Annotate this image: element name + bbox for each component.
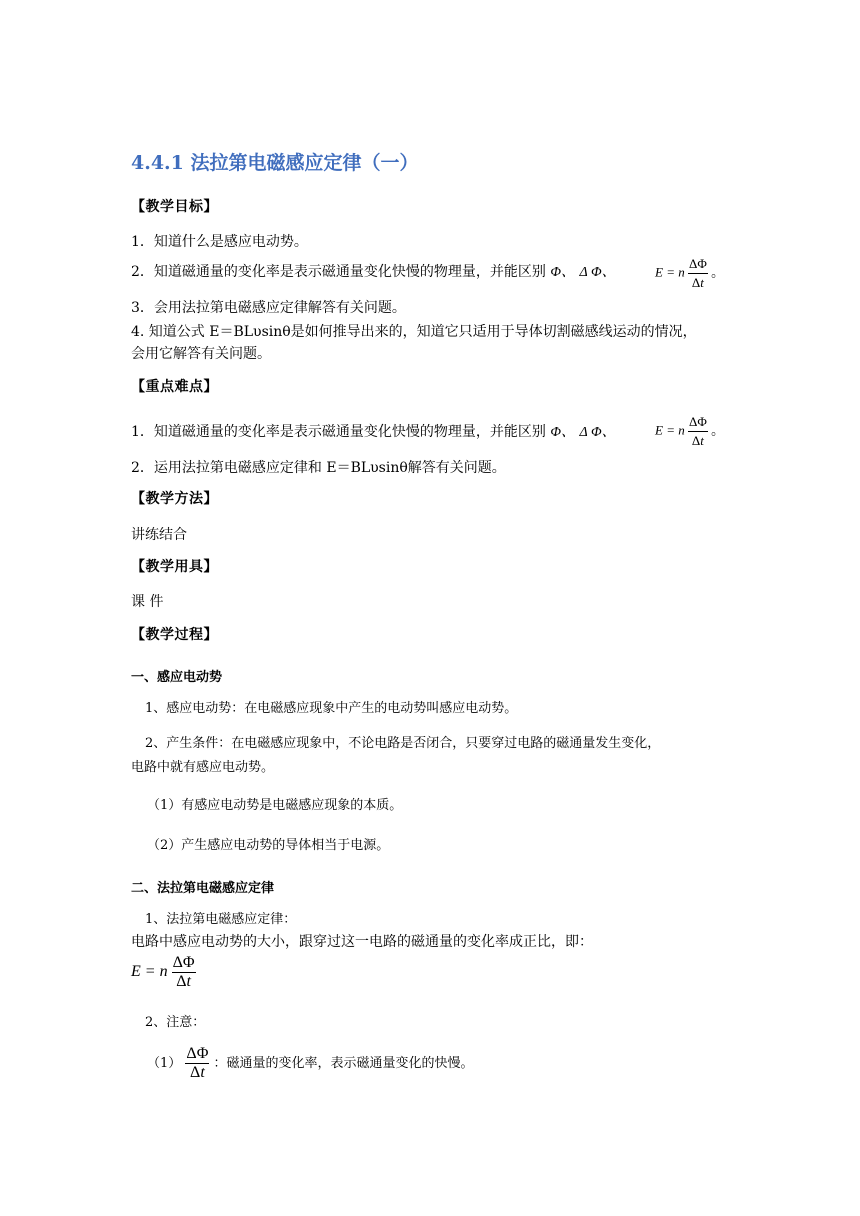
part2-item-2: 2、注意： xyxy=(145,1015,206,1030)
key-formula-period: 。 xyxy=(711,422,725,438)
goal-1: 1．知道什么是感应电动势。 xyxy=(131,234,308,250)
formula-e: E xyxy=(655,264,663,280)
tools-text: 课 件 xyxy=(131,594,164,610)
key-2: 2．运用法拉第电磁感应定律和 E＝BLυsinθ解答有关问题。 xyxy=(131,460,506,476)
law-fraction-numerator: ΔΦ xyxy=(172,954,195,971)
symbol-delta-phi: Δ Φ、 xyxy=(579,265,616,280)
goal-4-cont: 会用它解答有关问题。 xyxy=(131,346,271,362)
formula-period: 。 xyxy=(711,264,725,280)
key-symbol-delta-phi: Δ Φ、 xyxy=(579,425,616,440)
key-fraction-denominator: Δt xyxy=(691,433,704,448)
part1-heading: 一、感应电动势 xyxy=(131,670,223,685)
part1-item-2-2: （2）产生感应电动势的导体相当于电源。 xyxy=(147,838,390,853)
formula-eq-n: = n xyxy=(666,264,685,280)
law-formula-fraction xyxy=(172,954,196,991)
key-formula-e: E xyxy=(655,422,663,438)
law-formula-e: E xyxy=(131,963,141,981)
part1-item-2-1: （1）有感应电动势是电磁感应现象的本质。 xyxy=(147,798,403,813)
part1-item-1: 1、感应电动势：在电磁感应现象中产生的电动势叫感应电动势。 xyxy=(145,701,518,716)
note-fraction-denominator: Δt xyxy=(190,1064,205,1081)
goal-4: 4. 知道公式 E＝BLυsinθ是如何推导出来的，知道它只适用于导体切割磁感线运动的情况， xyxy=(131,324,697,340)
goal-2 xyxy=(131,262,616,283)
note-1-fraction xyxy=(185,1045,209,1082)
process-heading: 【教学过程】 xyxy=(131,627,218,643)
fraction-denominator: Δt xyxy=(691,275,704,290)
key-fraction-numerator: ΔΦ xyxy=(688,413,708,432)
key-formula-eq-n: = n xyxy=(666,422,685,438)
symbol-phi: Φ、 xyxy=(550,265,576,280)
goals-heading: 【教学目标】 xyxy=(131,199,218,215)
method-heading: 【教学方法】 xyxy=(131,491,218,507)
tools-heading: 【教学用具】 xyxy=(131,559,218,575)
part2-item-1: 1、法拉第电磁感应定律： xyxy=(145,912,297,927)
method-text: 讲练结合 xyxy=(131,527,187,543)
goal-2-formula xyxy=(655,255,724,292)
page-title: 4.4.1 法拉第电磁感应定律（一） xyxy=(131,152,419,174)
key-symbol-phi: Φ、 xyxy=(550,425,576,440)
key-formula-fraction xyxy=(688,413,708,450)
part1-item-2: 2、产生条件：在电磁感应现象中，不论电路是否闭合，只要穿过电路的磁通量发生变化， xyxy=(145,736,661,751)
law-formula xyxy=(131,954,196,991)
note-1-text: ：磁通量的变化率，表示磁通量变化的快慢。 xyxy=(213,1056,474,1071)
note-1-number: （1） xyxy=(147,1056,182,1071)
goal-3: 3．会用法拉第电磁感应定律解答有关问题。 xyxy=(131,300,406,316)
key-heading: 【重点难点】 xyxy=(131,379,218,395)
fraction-numerator: ΔΦ xyxy=(688,255,708,274)
goal-2-text: 2．知道磁通量的变化率是表示磁通量变化快慢的物理量，并能区别 xyxy=(131,264,546,280)
part2-item-1-text: 电路中感应电动势的大小，跟穿过这一电路的磁通量的变化率成正比，即： xyxy=(131,934,593,950)
note-fraction-numerator: ΔΦ xyxy=(186,1045,209,1062)
key-1 xyxy=(131,422,616,443)
key-1-formula xyxy=(655,413,724,450)
formula-fraction xyxy=(688,255,708,292)
key-1-text: 1．知道磁通量的变化率是表示磁通量变化快慢的物理量，并能区别 xyxy=(131,424,546,440)
law-formula-eq-n: = n xyxy=(144,963,168,981)
law-fraction-denominator: Δt xyxy=(176,973,191,990)
part2-item-2-1 xyxy=(147,1045,474,1082)
part1-item-2-cont: 电路中就有感应电动势。 xyxy=(131,760,275,775)
part2-heading: 二、法拉第电磁感应定律 xyxy=(131,881,275,896)
